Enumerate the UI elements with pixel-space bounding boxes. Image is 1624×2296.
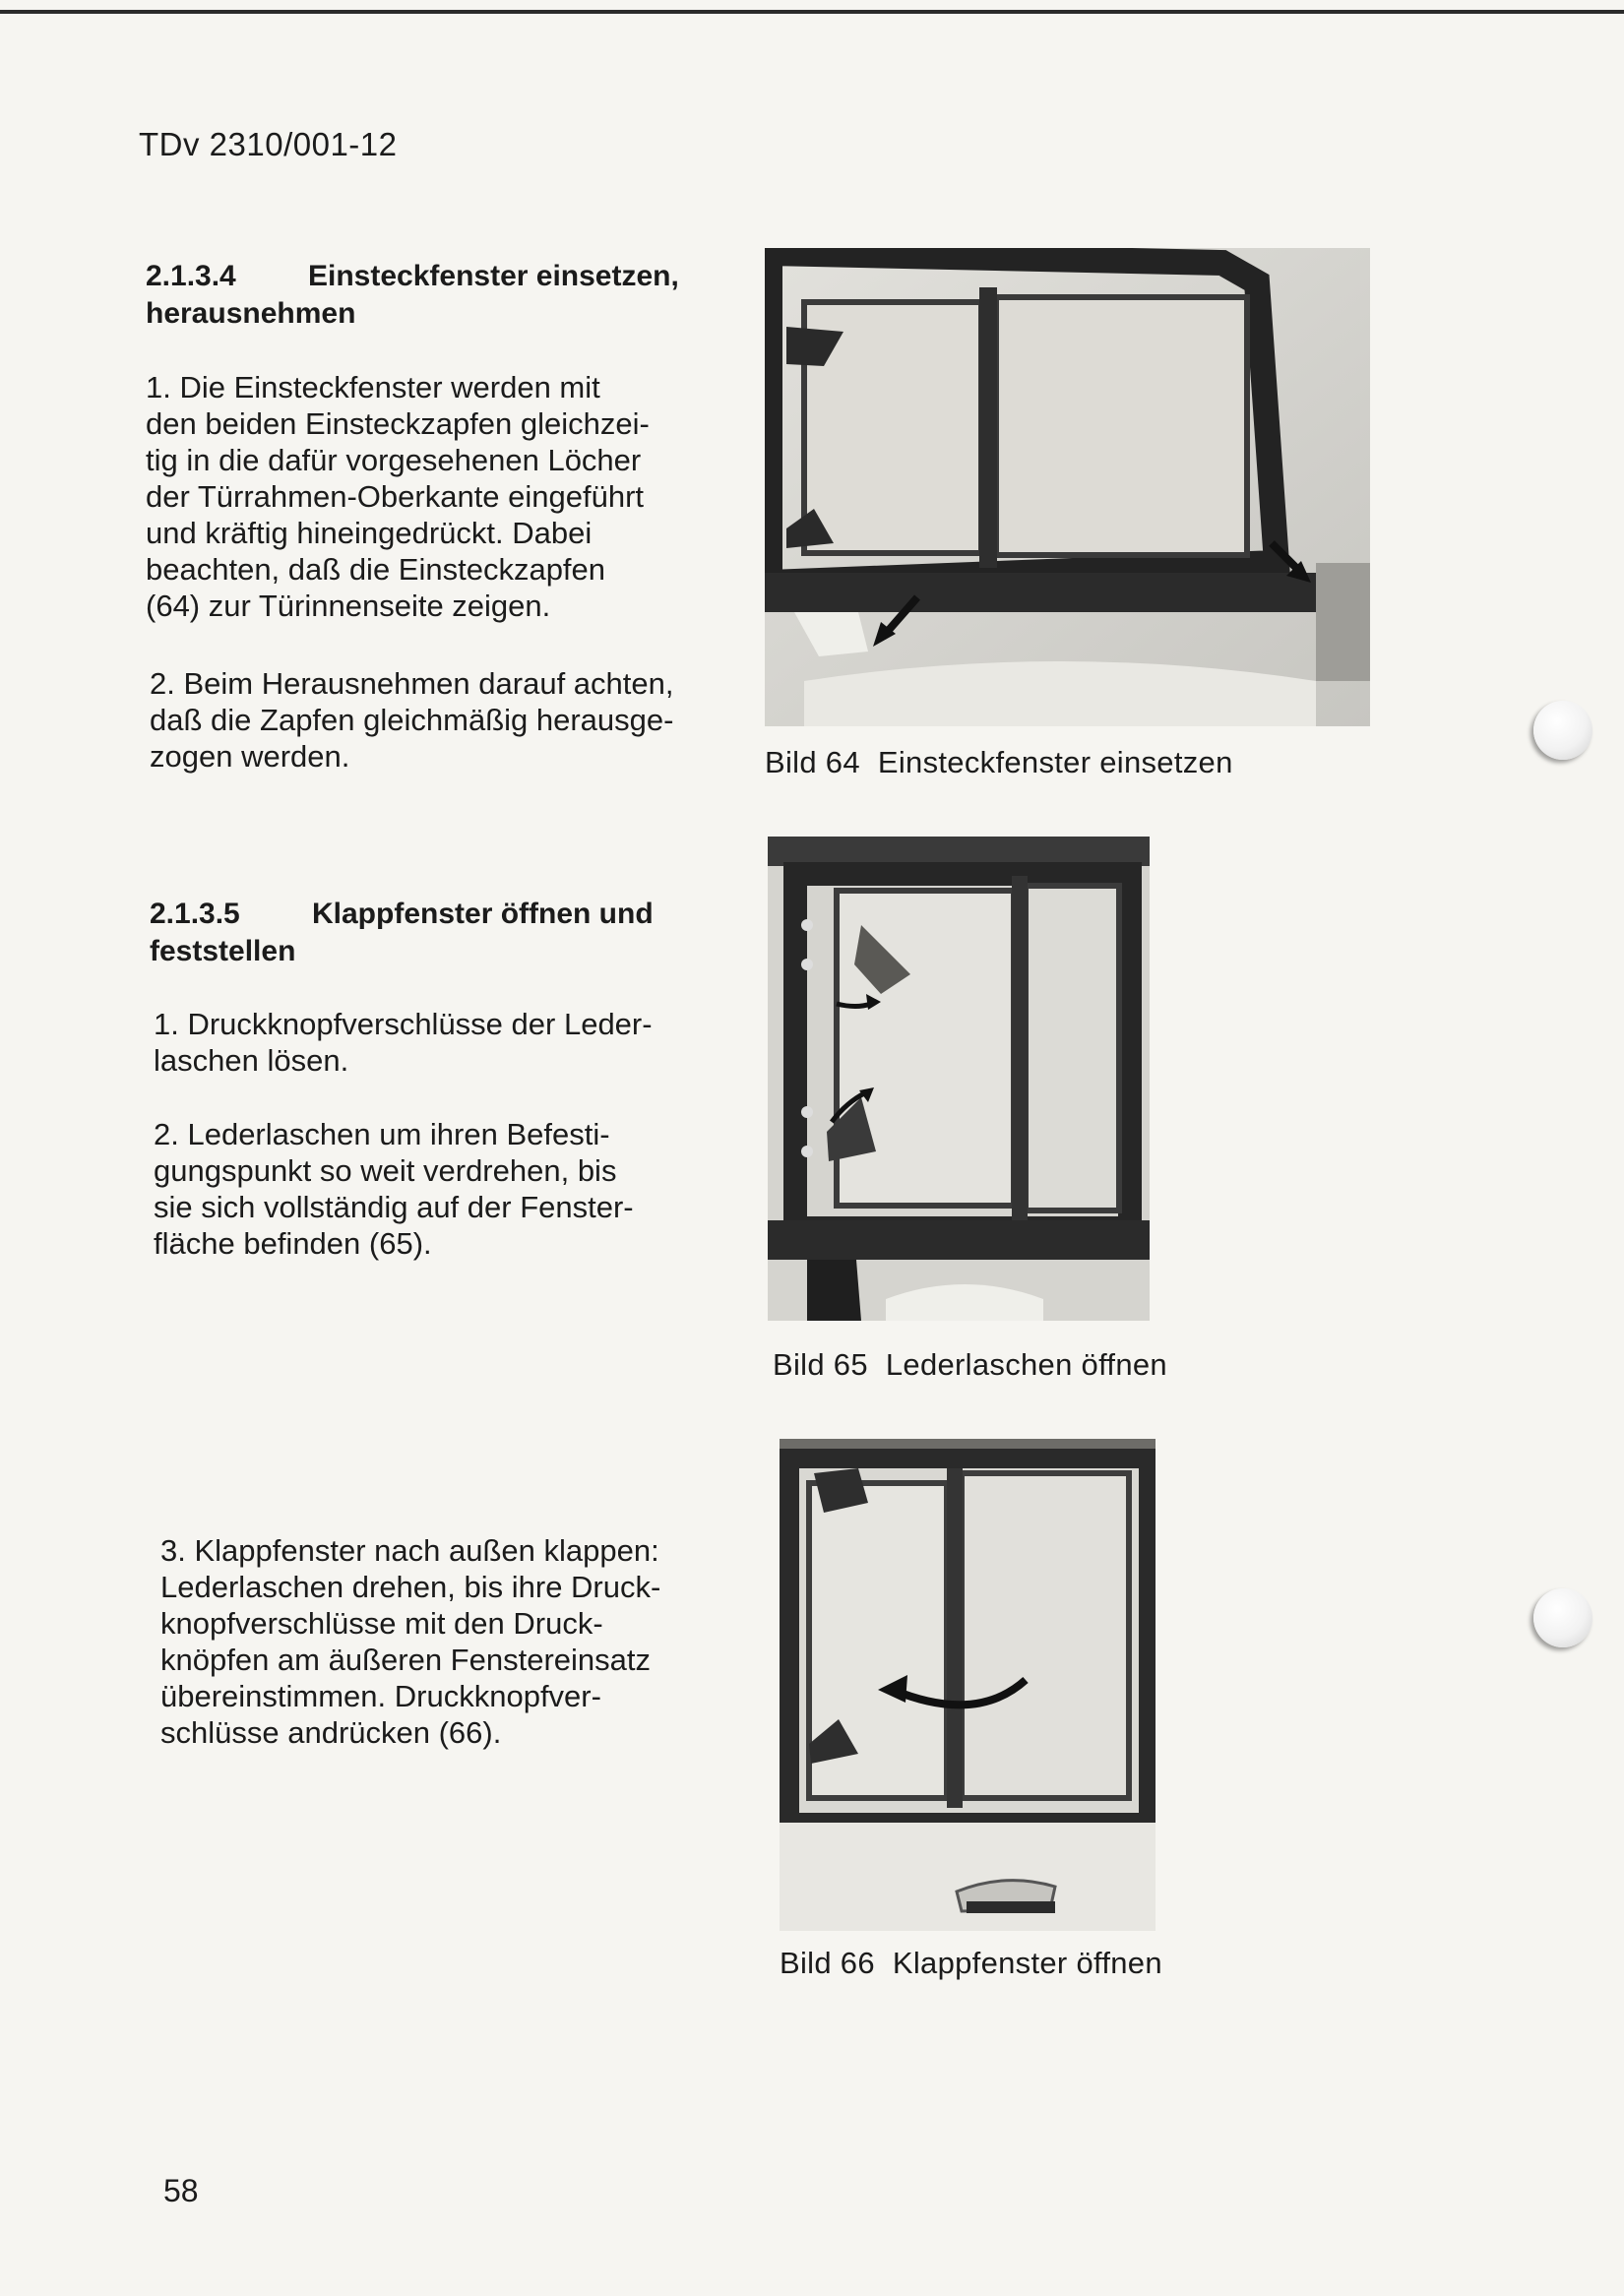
section-heading-2-1-3-5	[150, 896, 654, 970]
figure-64-photo	[765, 248, 1370, 726]
figure-66-photo	[780, 1439, 1156, 1931]
step-line: 2. Lederlaschen um ihren Befesti-	[154, 1117, 610, 1151]
step-line: übereinstimmen. Druckknopfver-	[160, 1679, 601, 1713]
figure-66-caption	[780, 1946, 1162, 1981]
step-line: Lederlaschen drehen, bis ihre Druck-	[160, 1570, 661, 1604]
section-title-line2: feststellen	[150, 935, 296, 967]
punch-hole	[1533, 1588, 1593, 1647]
step-2-remove	[150, 665, 673, 775]
step-line: 1. Die Einsteckfenster werden mit	[146, 370, 600, 404]
figure-label: Bild 66	[780, 1946, 875, 1980]
step-line: den beiden Einsteckzapfen gleichzei-	[146, 406, 650, 441]
figure-64-caption	[765, 745, 1233, 780]
figure-65-photo	[768, 837, 1150, 1321]
step-line: schlüsse andrücken (66).	[160, 1715, 502, 1750]
step-line: der Türrahmen-Oberkante eingeführt	[146, 479, 645, 514]
step-line: knopfverschlüsse mit den Druck-	[160, 1606, 603, 1641]
figure-caption-text: Einsteckfenster einsetzen	[877, 745, 1233, 779]
step-line: beachten, daß die Einsteckzapfen	[146, 552, 606, 587]
step-1-insert	[146, 369, 650, 624]
step-line: laschen lösen.	[154, 1043, 349, 1078]
section-number: 2.1.3.4	[146, 260, 236, 292]
step-line: 2. Beim Herausnehmen darauf achten,	[150, 666, 674, 701]
figure-caption-text: Klappfenster öffnen	[892, 1946, 1162, 1980]
section-title-line1: Einsteckfenster einsetzen,	[308, 260, 679, 292]
step-line: 1. Druckknopfverschlüsse der Leder-	[154, 1007, 653, 1041]
punch-hole	[1533, 701, 1593, 760]
step-line: daß die Zapfen gleichmäßig herausge-	[150, 703, 674, 737]
figure-65-caption	[773, 1347, 1167, 1383]
step-line: gungspunkt so weit verdrehen, bis	[154, 1153, 617, 1188]
section-title-line2: herausnehmen	[146, 297, 356, 330]
figure-label: Bild 65	[773, 1347, 868, 1382]
step-line: (64) zur Türinnenseite zeigen.	[146, 589, 551, 623]
step-line: 3. Klappfenster nach außen klappen:	[160, 1533, 659, 1568]
document-id: TDv 2310/001-12	[139, 126, 398, 162]
step-line: fläche befinden (65).	[154, 1226, 432, 1261]
step-line: tig in die dafür vorgesehenen Löcher	[146, 443, 642, 477]
top-rule	[0, 10, 1624, 14]
figure-caption-text: Lederlaschen öffnen	[885, 1347, 1167, 1382]
step-line: knöpfen am äußeren Fenstereinsatz	[160, 1643, 651, 1677]
step-2-rotate	[154, 1116, 634, 1262]
step-3-fold-out	[160, 1532, 660, 1751]
step-line: und kräftig hineingedrückt. Dabei	[146, 516, 593, 550]
step-line: sie sich vollständig auf der Fenster-	[154, 1190, 634, 1224]
section-number: 2.1.3.5	[150, 898, 240, 930]
section-title-line1: Klappfenster öffnen und	[312, 898, 654, 930]
step-line: zogen werden.	[150, 739, 350, 774]
section-heading-2-1-3-4	[146, 258, 679, 333]
figure-label: Bild 64	[765, 745, 860, 779]
step-1-release	[154, 1006, 653, 1079]
page-number: 58	[163, 2173, 199, 2208]
